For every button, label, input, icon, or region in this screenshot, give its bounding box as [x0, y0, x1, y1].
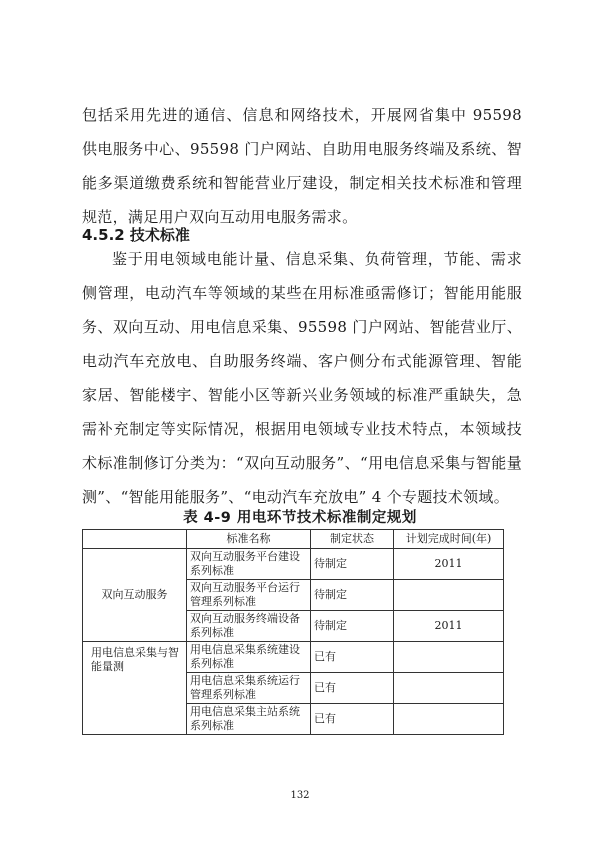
- standard-name-cell: 用电信息采集系统运行管理系列标准: [187, 673, 311, 704]
- standards-table: [82, 529, 504, 735]
- status-cell: 已有: [311, 704, 394, 735]
- status-cell: 已有: [311, 642, 394, 673]
- year-cell: [394, 642, 504, 673]
- year-cell: 2011: [394, 549, 504, 580]
- table-row: [83, 549, 504, 580]
- group-cell: 双向互动服务: [83, 549, 187, 642]
- standard-name-cell: 双向互动服务终端设备系列标准: [187, 611, 311, 642]
- year-cell: [394, 673, 504, 704]
- intro-paragraph: 包括采用先进的通信、信息和网络技术，开展网省集中 95598 供电服务中心、95598 门户网站、自助用电服务终端及系统、智能多渠道缴费系统和智能营业厅建设，制定相关技术标准和管理规范，满足用户双向互动用电服务需求。: [82, 106, 522, 226]
- header-standard-name: 标准名称: [187, 530, 311, 549]
- status-cell: 已有: [311, 673, 394, 704]
- standard-name-cell: 双向互动服务平台运行管理系列标准: [187, 580, 311, 611]
- standard-name-cell: 用电信息采集系统建设系列标准: [187, 642, 311, 673]
- standard-name-cell: 用电信息采集主站系统系列标准: [187, 704, 311, 735]
- table-row: [83, 642, 504, 673]
- status-cell: 待制定: [311, 549, 394, 580]
- table-caption: 表 4-9 用电环节技术标准制定规划: [183, 510, 417, 526]
- header-category: [83, 530, 187, 549]
- group-cell: 用电信息采集与智能量测: [83, 642, 187, 735]
- page-number: 132: [290, 790, 310, 801]
- year-cell: 2011: [394, 611, 504, 642]
- status-cell: 待制定: [311, 580, 394, 611]
- header-status: 制定状态: [311, 530, 394, 549]
- year-cell: [394, 704, 504, 735]
- year-cell: [394, 580, 504, 611]
- section-heading: 4.5.2 技术标准: [82, 226, 190, 244]
- table-header-row: [83, 530, 504, 549]
- status-cell: 待制定: [311, 611, 394, 642]
- header-planned-year: 计划完成时间(年): [394, 530, 504, 549]
- section-paragraph: 鉴于用电领域电能计量、信息采集、负荷管理，节能、需求侧管理，电动汽车等领域的某些在用标准亟需修订；智能用能服务、双向互动、用电信息采集、95598 门户网站、智能营业厅、电动汽车充放电、自助服务终端、客户侧分布式能源管理、智能家居、智能楼宇、智能小区等新兴业务领域的标准严重缺失，急需补充制定等实际情况，根据用电领域专业技术特点，本领域技术标准制修订分类为：“双向互动服务”、“用电信息采集与智能量测”、“智能用能服务”、“电动汽车充放电” 4 个专题技术领域。: [82, 250, 522, 506]
- standard-name-cell: 双向互动服务平台建设系列标准: [187, 549, 311, 580]
